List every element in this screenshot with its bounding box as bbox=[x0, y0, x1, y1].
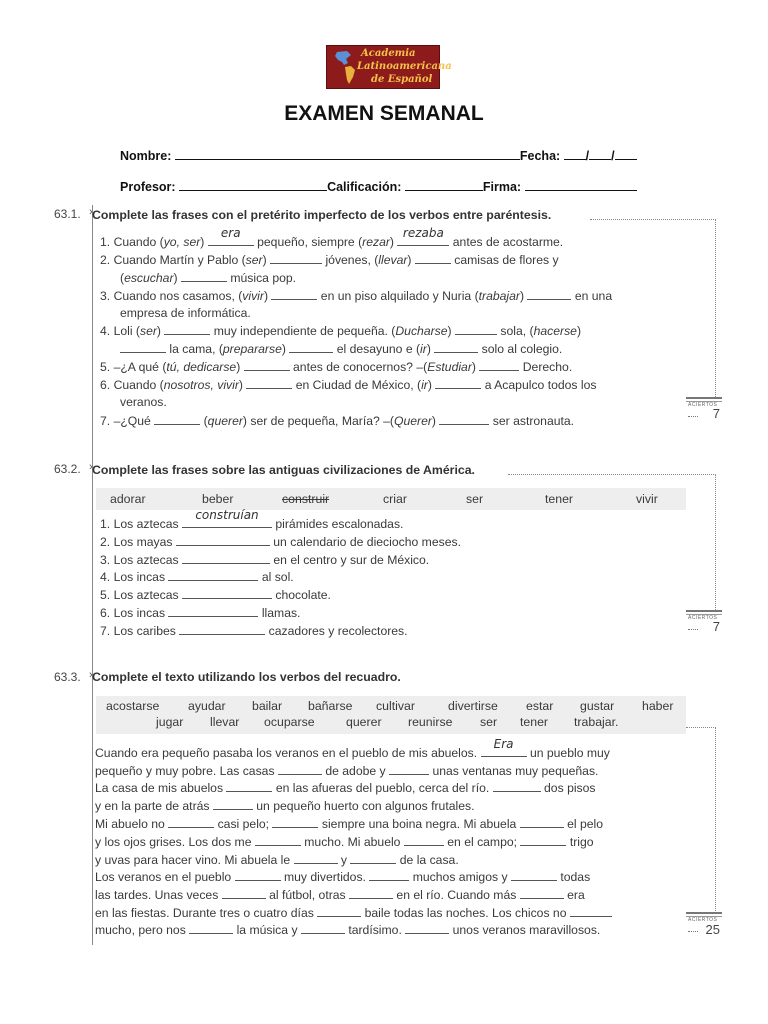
answer-blank[interactable] bbox=[294, 852, 338, 864]
answer-blank[interactable] bbox=[527, 288, 571, 300]
s3-line-1: Cuando era pequeño pasaba los veranos en el pueblo de mis abuelos. Era un pueblo muy bbox=[95, 737, 610, 760]
s2-item-5: 5. Los aztecas chocolate. bbox=[100, 588, 331, 602]
answer-blank[interactable] bbox=[511, 869, 557, 881]
s3-line-11: mucho, pero nos la música y tardísimo. unos veranos maravillosos. bbox=[95, 923, 601, 937]
s2-item-7: 7. Los caribes cazadores y recolectores. bbox=[100, 624, 408, 638]
nombre-field[interactable] bbox=[175, 147, 520, 160]
answer-blank[interactable] bbox=[520, 887, 564, 899]
answer-blank[interactable] bbox=[176, 534, 270, 546]
s3-line-2: pequeño y muy pobre. Las casas de adobe y unas ventanas muy pequeñas. bbox=[95, 764, 599, 778]
answer-blank[interactable] bbox=[570, 905, 612, 917]
score-value: 25 bbox=[705, 922, 720, 937]
answer-blank[interactable] bbox=[493, 780, 541, 792]
answer-blank[interactable] bbox=[235, 869, 281, 881]
firma-field[interactable] bbox=[525, 178, 637, 191]
answer-blank[interactable] bbox=[182, 508, 272, 528]
s3-line-4: y en la parte de atrás un pequeño huerto con algunos frutales. bbox=[95, 799, 475, 813]
dotted-guide bbox=[508, 474, 716, 475]
answer-blank[interactable] bbox=[246, 377, 292, 389]
answer-blank[interactable] bbox=[271, 288, 317, 300]
answer-blank[interactable] bbox=[255, 834, 301, 846]
section-63-1-instruction: Complete las frases con el pretérito imperfecto de los verbos entre paréntesis. bbox=[92, 208, 552, 222]
answer-blank[interactable] bbox=[270, 252, 322, 264]
answer-blank[interactable] bbox=[120, 341, 166, 353]
handwritten-answer: Era bbox=[493, 737, 514, 751]
fecha-year-field[interactable] bbox=[615, 147, 637, 160]
s3-line-8: Los veranos en el pueblo muy divertidos. muchos amigos y todas bbox=[95, 870, 591, 884]
handwritten-answer: construían bbox=[195, 508, 259, 522]
fecha-month-field[interactable] bbox=[589, 147, 611, 160]
s3-line-7: y uvas para hacer vino. Mi abuela le y de la casa. bbox=[95, 853, 459, 867]
answer-blank[interactable] bbox=[226, 780, 272, 792]
answer-blank[interactable] bbox=[222, 887, 266, 899]
s1-item-7: 7. –¿Qué (querer) ser de pequeña, María? –(Querer) ser astronauta. bbox=[100, 414, 575, 428]
answer-blank[interactable] bbox=[208, 226, 254, 246]
answer-blank[interactable] bbox=[397, 226, 449, 246]
s1-item-2: 2. Cuando Martín y Pablo (ser) jóvenes, (llevar) camisas de flores y bbox=[100, 253, 559, 267]
dotted-guide bbox=[715, 727, 716, 913]
header-row-1 bbox=[120, 147, 637, 163]
s1-item-6-cont: veranos. bbox=[120, 395, 167, 409]
answer-blank[interactable] bbox=[168, 569, 258, 581]
score-box-63-1: ACIERTOS 7 bbox=[686, 397, 722, 423]
answer-blank[interactable] bbox=[278, 763, 322, 775]
answer-blank[interactable] bbox=[317, 905, 361, 917]
s1-item-4: 4. Loli (ser) muy independiente de pequeña. (Ducharse) sola, (hacerse) bbox=[100, 324, 582, 338]
profesor-field[interactable] bbox=[179, 178, 327, 191]
profesor-label: Profesor: bbox=[120, 180, 176, 194]
score-value: 7 bbox=[712, 406, 720, 421]
calificacion-label: Calificación: bbox=[327, 180, 402, 194]
s3-line-9: las tardes. Unas veces al fútbol, otras en el río. Cuando más era bbox=[95, 888, 585, 902]
handwritten-answer: era bbox=[220, 226, 241, 240]
answer-blank[interactable] bbox=[301, 922, 345, 934]
answer-blank[interactable] bbox=[289, 341, 333, 353]
logo-line-2: Latinoamericana bbox=[357, 61, 452, 72]
answer-blank[interactable] bbox=[244, 359, 290, 371]
academy-logo bbox=[326, 45, 452, 89]
answer-blank[interactable] bbox=[369, 869, 409, 881]
answer-blank[interactable] bbox=[154, 413, 200, 425]
s2-item-3: 3. Los aztecas en el centro y sur de México. bbox=[100, 553, 430, 567]
answer-blank[interactable] bbox=[435, 377, 481, 389]
score-value: 7 bbox=[712, 619, 720, 634]
s1-item-3: 3. Cuando nos casamos, (vivir) en un piso alquilado y Nuria (trabajar) en una bbox=[100, 289, 613, 303]
header-row-2 bbox=[120, 178, 637, 194]
s1-item-3-cont: empresa de informática. bbox=[120, 306, 251, 320]
s2-item-4: 4. Los incas al sol. bbox=[100, 570, 294, 584]
fecha-label: Fecha: bbox=[519, 149, 561, 163]
answer-blank[interactable] bbox=[439, 413, 489, 425]
section-63-2-instruction: Complete las frases sobre las antiguas civilizaciones de América. bbox=[92, 463, 475, 477]
fecha-day-field[interactable] bbox=[564, 147, 586, 160]
handwritten-answer: rezaba bbox=[402, 226, 444, 240]
word-bank-63-3: acostarse ayudar bailar bañarse cultivar divertirse estar gustar haber jugar llevar ocuparse querer reunirse ser tener trabajar. bbox=[96, 696, 686, 734]
answer-blank[interactable] bbox=[455, 323, 497, 335]
answer-blank[interactable] bbox=[481, 737, 527, 757]
s1-item-6: 6. Cuando (nosotros, vivir) en Ciudad de México, (ir) a Acapulco todos los bbox=[100, 378, 597, 392]
page-title: EXAMEN SEMANAL bbox=[284, 102, 484, 125]
s2-item-2: 2. Los mayas un calendario de dieciocho meses. bbox=[100, 535, 461, 549]
calificacion-field[interactable] bbox=[405, 178, 483, 191]
s1-item-4-cont: la cama, (prepararse) el desayuno e (ir) solo al colegio. bbox=[120, 341, 562, 357]
answer-blank[interactable] bbox=[182, 552, 270, 564]
section-63-2-number: 63.2. bbox=[54, 462, 81, 476]
firma-label: Firma: bbox=[482, 180, 522, 194]
s1-item-5: 5. –¿A qué (tú, dedicarse) antes de conocernos? –(Estudiar) Derecho. bbox=[100, 360, 573, 374]
crossed-out-word: construir bbox=[282, 492, 330, 506]
answer-blank[interactable] bbox=[164, 323, 210, 335]
logo-line-3: de Español bbox=[371, 74, 433, 85]
answer-blank[interactable] bbox=[434, 341, 478, 353]
answer-blank[interactable] bbox=[179, 623, 265, 635]
answer-blank[interactable] bbox=[168, 816, 214, 828]
dotted-guide bbox=[686, 727, 716, 728]
s3-line-10: en las fiestas. Durante tres o cuatro días baile todas las noches. Los chicos no bbox=[95, 905, 612, 921]
answer-blank[interactable] bbox=[181, 270, 227, 282]
word-bank-63-2: adorar beber construir criar ser tener vivir bbox=[96, 488, 686, 510]
answer-blank[interactable] bbox=[350, 852, 396, 864]
s3-line-6: y los ojos grises. Los dos me mucho. Mi abuelo en el campo; trigo bbox=[95, 835, 594, 849]
s2-item-6: 6. Los incas llamas. bbox=[100, 606, 301, 620]
margin-rule bbox=[92, 205, 93, 945]
answer-blank[interactable] bbox=[349, 887, 393, 899]
dotted-guide bbox=[590, 219, 716, 220]
chevron-right-icon: › bbox=[89, 206, 93, 218]
fecha-sep-2: / bbox=[611, 149, 615, 163]
answer-blank[interactable] bbox=[415, 252, 451, 264]
score-box-63-3: ACIERTOS 25 bbox=[686, 912, 722, 938]
logo-line-1: Academia bbox=[361, 48, 416, 59]
s3-line-3: La casa de mis abuelos en las afueras del pueblo, cerca del río. dos pisos bbox=[95, 781, 596, 795]
answer-blank[interactable] bbox=[272, 816, 318, 828]
answer-blank[interactable] bbox=[168, 605, 258, 617]
answer-blank[interactable] bbox=[182, 587, 272, 599]
dotted-guide bbox=[715, 219, 716, 397]
section-63-1-number: 63.1. bbox=[54, 207, 81, 221]
answer-blank[interactable] bbox=[404, 834, 444, 846]
answer-blank[interactable] bbox=[213, 798, 253, 810]
section-63-3-instruction: Complete el texto utilizando los verbos del recuadro. bbox=[92, 670, 401, 684]
score-box-63-2: ACIERTOS 7 bbox=[686, 610, 722, 636]
answer-blank[interactable] bbox=[479, 359, 519, 371]
answer-blank[interactable] bbox=[520, 816, 564, 828]
s1-item-2-cont: (escuchar) música pop. bbox=[120, 271, 297, 285]
s1-item-1: 1. Cuando (yo, ser) era pequeño, siempre (rezar) rezaba antes de acostarme. bbox=[100, 226, 564, 249]
answer-blank[interactable] bbox=[520, 834, 566, 846]
nombre-label: Nombre: bbox=[120, 149, 172, 163]
answer-blank[interactable] bbox=[189, 922, 233, 934]
s3-line-5: Mi abuelo no casi pelo; siempre una boina negra. Mi abuela el pelo bbox=[95, 817, 604, 831]
s2-item-1: 1. Los aztecas construían pirámides escalonadas. bbox=[100, 508, 404, 531]
section-63-3-number: 63.3. bbox=[54, 670, 81, 684]
answer-blank[interactable] bbox=[405, 922, 449, 934]
answer-blank[interactable] bbox=[389, 763, 429, 775]
fecha-sep-1: / bbox=[585, 149, 590, 163]
dotted-guide bbox=[715, 474, 716, 610]
chevron-right-icon: › bbox=[89, 461, 93, 473]
chevron-right-icon: › bbox=[89, 669, 93, 681]
